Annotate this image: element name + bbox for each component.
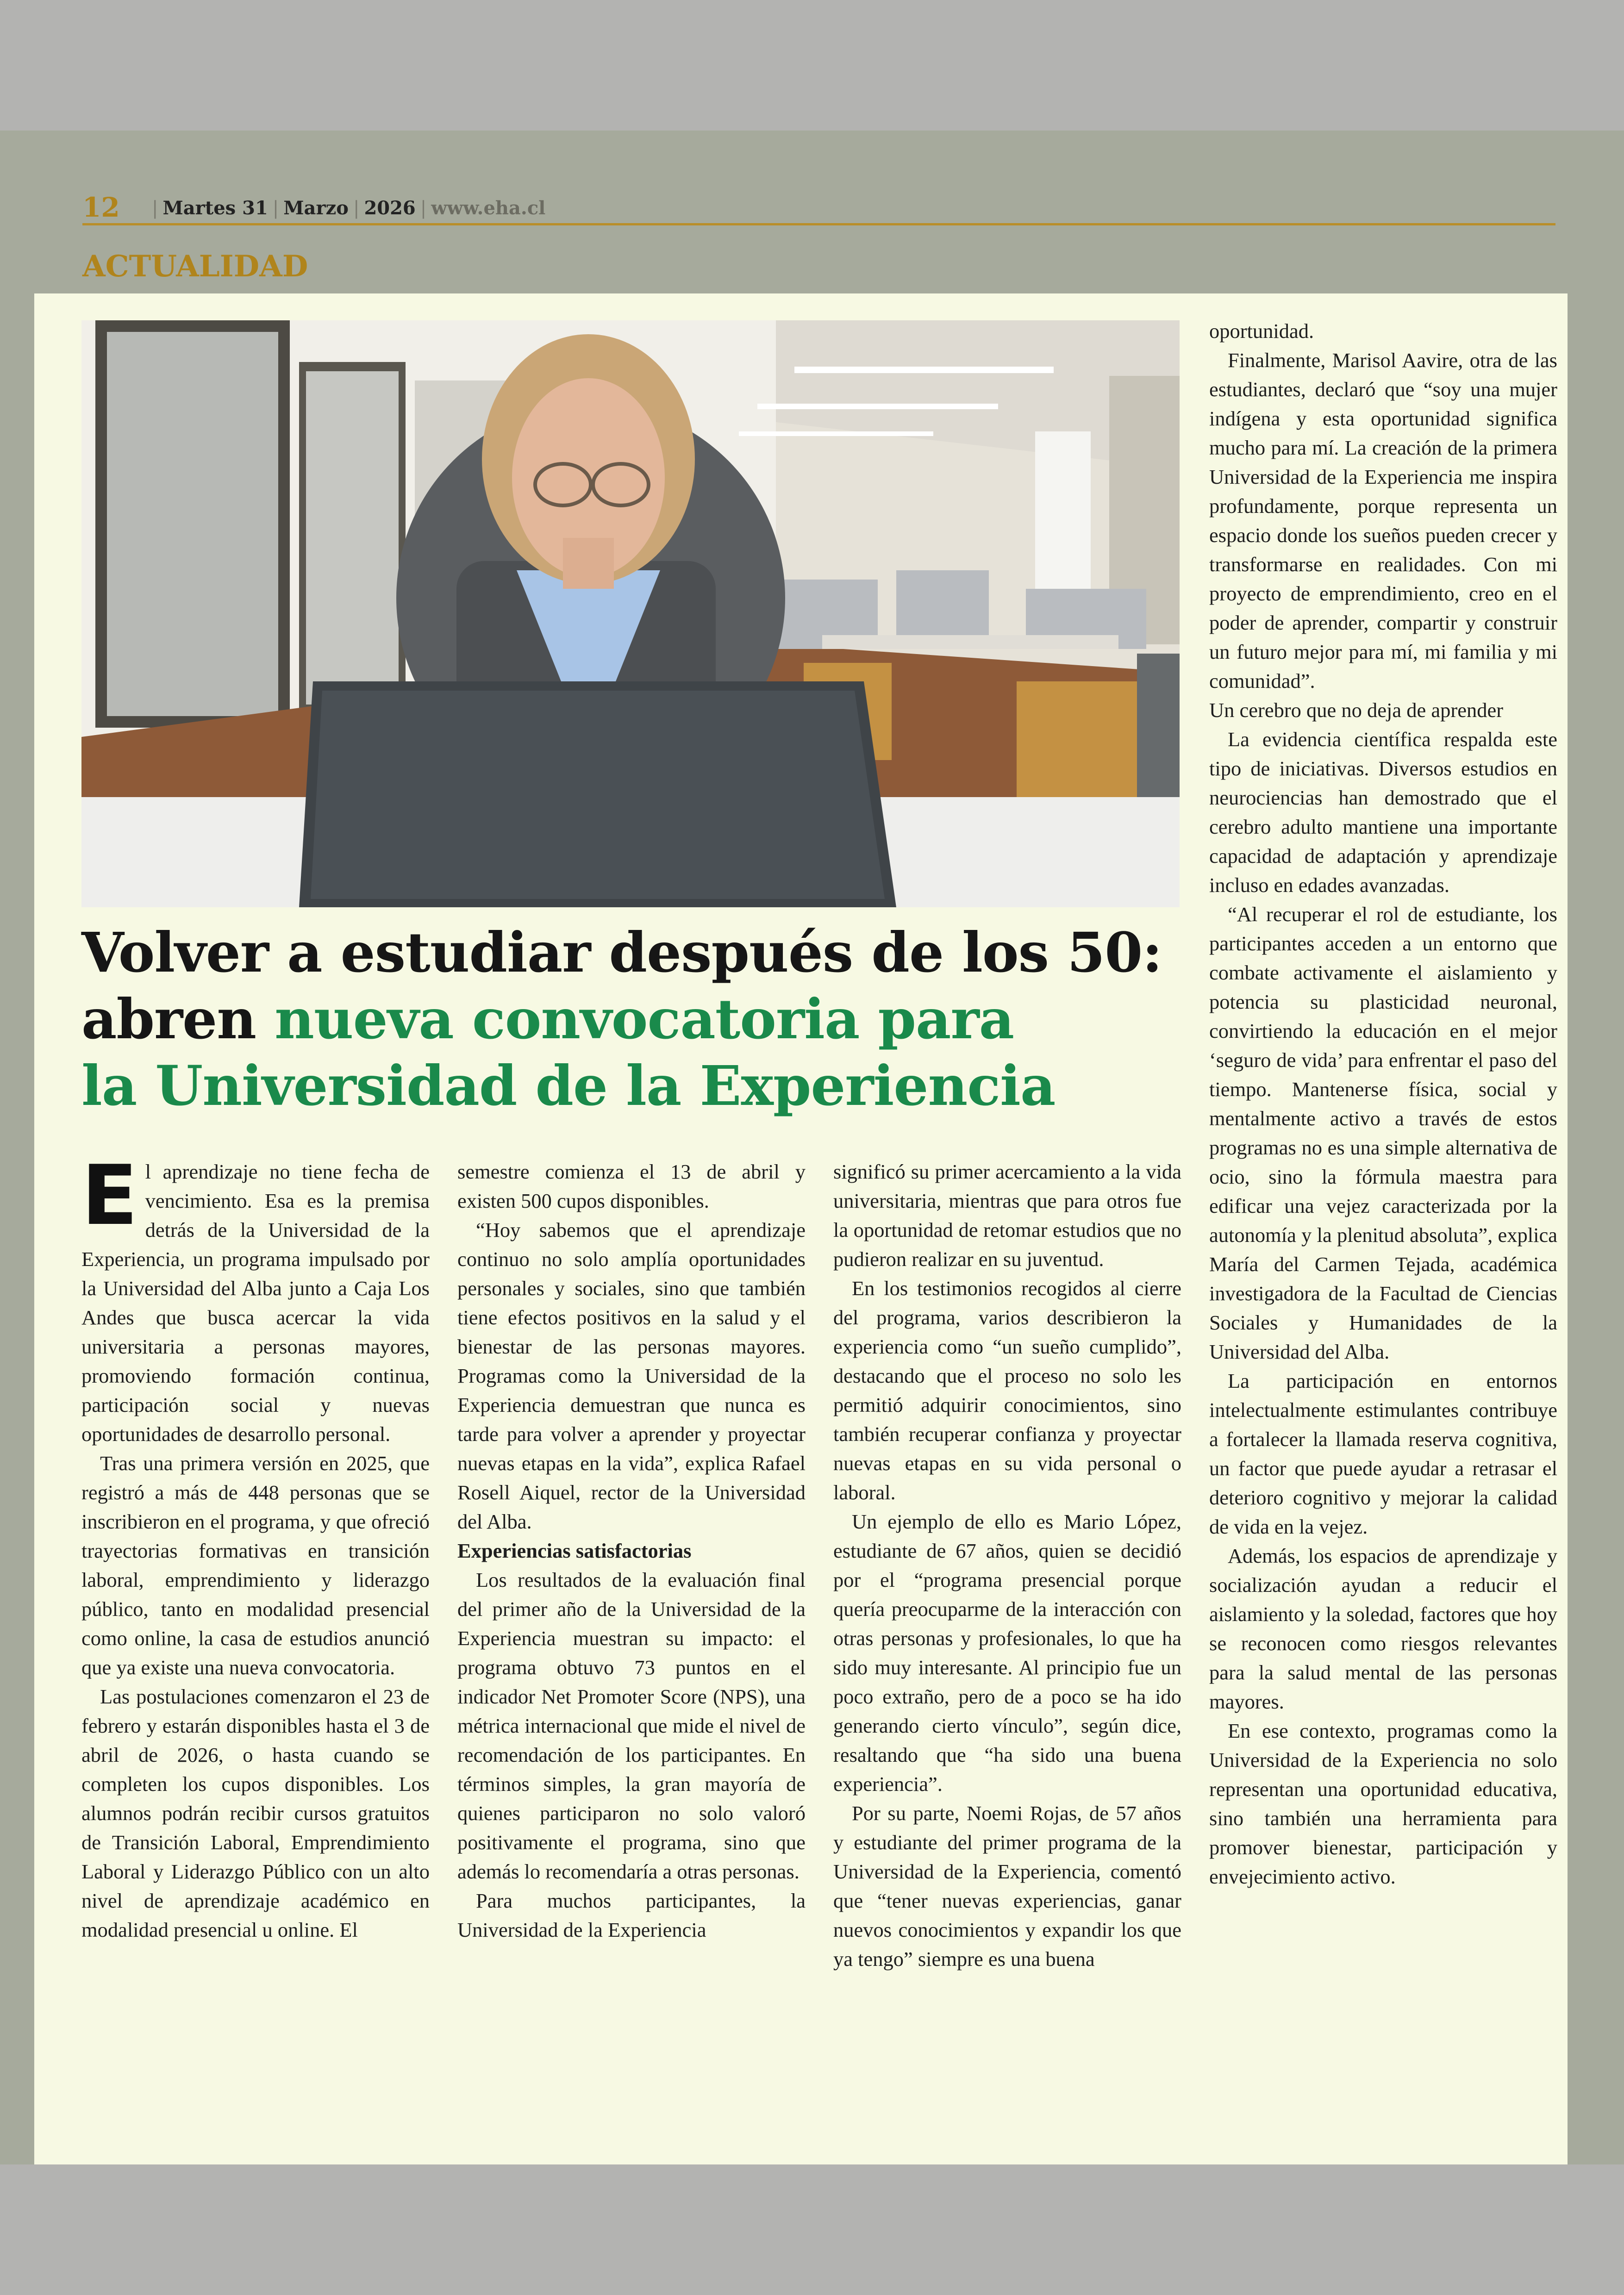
paragraph-17: La participación en entornos intelectualmente estimulantes contribuye a fortalecer la llamada reserva cognitiva, un factor que puede ayudar a retrasar el deterioro cognitivo y mejorar la calidad de vida en la vejez.	[1209, 1369, 1557, 1538]
paragraph-8: significó su primer acercamiento a la vida universitaria, mientras que para otros fue la oportunidad de retomar estudios que no pudieron realizar en su juventud.	[833, 1160, 1181, 1271]
drop-cap: E	[81, 1148, 138, 1243]
paragraph-6: Los resultados de la evaluación final del primer año de la Universidad de la Experiencia muestran su impacto: el programa obtuvo 73 puntos en el indicador Net Promoter Score (NPS), una métrica internacional que mide el nivel de recomendación de los participantes. En términos simples, la gran mayoría de quienes participaron no solo valoró positivamente el programa, sino que además lo recomendaría a otras personas.	[457, 1568, 806, 1883]
headline-part-green-2: la Universidad de la Experiencia	[81, 1054, 1056, 1118]
paragraph-7: Para muchos participantes, la Universidad de la Experiencia	[457, 1889, 806, 1941]
paragraph-4: semestre comienza el 13 de abril y existen 500 cupos disponibles.	[457, 1160, 806, 1212]
paragraph-13: Finalmente, Marisol Aavire, otra de las estudiantes, declaró que “soy una mujer indígena y esta oportunidad significa mucho para mí. La creación de la primera Universidad de la Experiencia me inspira profundamente, porque representa un espacio donde los sueños pueden crecer y transformarse en realidades. Con mi proyecto de emprendimiento, creo en el poder de aprender, compartir y construir un futuro mejor para mí, mi familia y mi comunidad”.	[1209, 349, 1557, 692]
section-title: ACTUALIDAD	[82, 249, 308, 284]
issue-year: 2026	[364, 197, 416, 219]
headline-part-black-2: abren	[81, 987, 275, 1051]
paragraph-1-text: l aprendizaje no tiene fecha de vencimiento. Esa es la premisa detrás de la Universidad de la Experiencia, un programa impulsado por la Universidad del Alba junto a Caja Los Andes que busca acercar la vida universitaria a personas mayores, promoviendo formación continua, participación social y nuevas oportunidades de desarrollo personal.	[81, 1160, 430, 1446]
paragraph-12: oportunidad.	[1209, 319, 1314, 343]
paragraph-11: Por su parte, Noemi Rojas, de 57 años y estudiante del primer programa de la Universidad de la Experiencia, comentó que “tener nuevas experiencias, ganar nuevos conocimientos y expandir los que ya tengo” siempre es una buena	[833, 1802, 1181, 1971]
article-panel	[34, 293, 1568, 2164]
text-column-4	[1209, 317, 1557, 1891]
paragraph-10: Un ejemplo de ello es Mario López, estudiante de 67 años, quien se decidió por el “programa presencial porque quería preocuparme de la interacción con otras personas y profesionales, lo que ha sido muy interesante. Al principio fue un poco extraño, pero de a poco se ha ido generando cierto vínculo”, según dice, resaltando que “ha sido una buena experiencia”.	[833, 1510, 1181, 1796]
paragraph-16: “Al recuperar el rol de estudiante, los participantes acceden a un entorno que combate activamente el aislamiento y potencia su plasticidad neuronal, convirtiendo la educación en el mejor ‘seguro de vida’ para enfrentar el paso del tiempo. Mantenerse física, social y mentalmente activo a través de estos programas no es una simple alternativa de ocio, sino la fórmula maestra para edificar una vejez caracterizada por la autonomía y la plenitud absoluta”, explica María del Carmen Tejada, académica investigadora de la Facultad de Ciencias Sociales y Humanidades de la Universidad del Alba.	[1209, 903, 1557, 1363]
article-headline	[81, 919, 1183, 1119]
website-link[interactable]: www.eha.cl	[431, 197, 546, 219]
paragraph-3: Las postulaciones comenzaron el 23 de febrero y estarán disponibles hasta el 3 de abril de 2026, o hasta cuando se completen los cupos disponibles. Los alumnos podrán recibir cursos gratuitos de Transición Laboral, Emprendimiento Laboral y Liderazgo Público con un alto nivel de aprendizaje académico en modalidad presencial u online. El	[81, 1685, 430, 1941]
paragraph-15: La evidencia científica respalda este tipo de iniciativas. Diversos estudios en neurociencias han demostrado que el cerebro adulto mantiene una importante capacidad de adaptación y aprendizaje incluso en edades avanzadas.	[1209, 728, 1557, 897]
paragraph-1	[81, 1148, 430, 1449]
newspaper-page	[0, 131, 1624, 2164]
issue-date-line: | Martes 31 | Marzo | 2026 | www.eha.cl	[152, 197, 546, 219]
paragraph-5: “Hoy sabemos que el aprendizaje continuo no solo amplía oportunidades personales y sociales, sino que también tiene efectos positivos en la salud y el bienestar de las personas mayores. Programas como la Universidad de la Experiencia demuestran que nunca es tarde para volver a aprender y proyectar nuevas etapas en la vida”, explica Rafael Rosell Aiquel, rector de la Universidad del Alba.	[457, 1218, 806, 1533]
issue-month: Marzo	[283, 197, 349, 219]
paragraph-9: En los testimonios recogidos al cierre del programa, varios describieron la experiencia como “un sueño cumplido”, destacando que el proceso no solo les permitió adquirir conocimientos, sino también recuperar confianza y proyectar nuevas etapas en su vida personal o laboral.	[833, 1277, 1181, 1504]
paragraph-18: Además, los espacios de aprendizaje y socialización ayudan a reducir el aislamiento y la soledad, factores que hoy se reconocen como riesgos relevantes para la salud mental de las personas mayores.	[1209, 1544, 1557, 1713]
text-column-2	[457, 1157, 806, 1945]
headline-part-black-1: Volver a estudiar después de los 50:	[81, 920, 1162, 985]
paragraph-19: En ese contexto, programas como la Universidad de la Experiencia no solo representan una oportunidad educativa, sino también una herramienta para promover bienestar, participación y envejecimiento activo.	[1209, 1719, 1557, 1888]
headline-part-green-1: nueva convocatoria para	[275, 987, 1014, 1051]
text-column-1	[81, 1148, 430, 1945]
subheading-cerebro: Un cerebro que no deja de aprender	[1209, 698, 1504, 722]
paragraph-2: Tras una primera versión en 2025, que registró a más de 448 personas que se inscribieron en el programa, y que ofreció trayectorias formativas en transición laboral, emprendimiento y liderazgo público, tanto en modalidad presencial como online, la casa de estudios anunció que ya existe una nueva convocatoria.	[81, 1452, 430, 1679]
article-photo	[81, 320, 1180, 907]
subheading-experiencias: Experiencias satisfactorias	[457, 1539, 692, 1562]
page-number: 12	[82, 192, 120, 223]
text-column-3	[833, 1157, 1181, 1974]
page-header	[82, 194, 1555, 225]
issue-weekday-day: Martes 31	[162, 197, 268, 219]
